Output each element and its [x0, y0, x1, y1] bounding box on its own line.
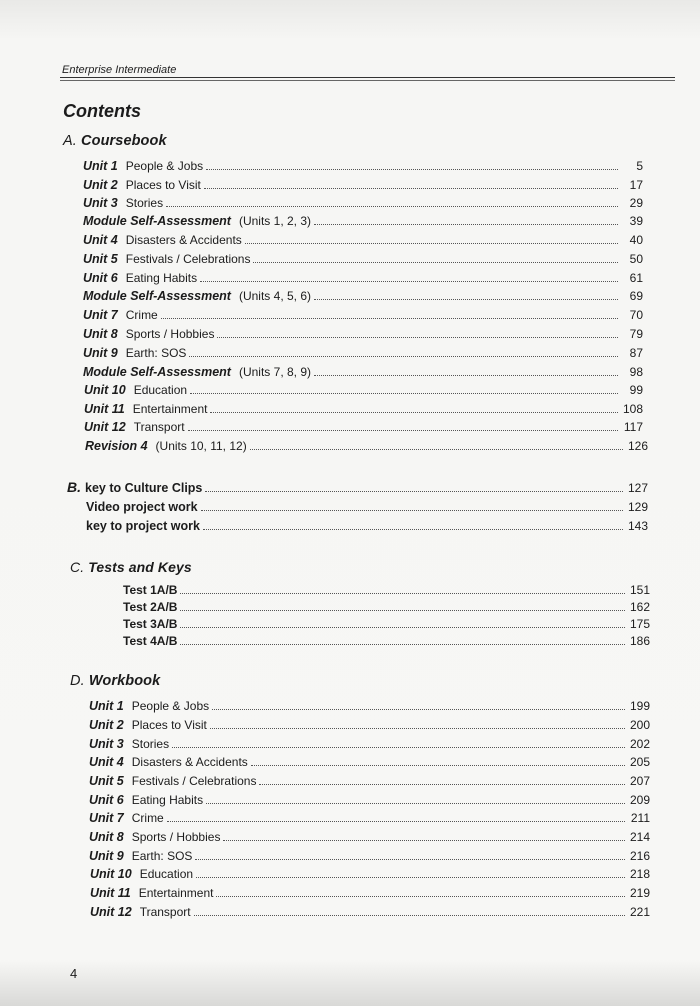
toc-entry-coursebook-module-2[interactable] [83, 286, 643, 303]
entry-page: 39 [629, 214, 643, 228]
toc-entry-coursebook-unit-3[interactable] [83, 193, 643, 210]
section-letter: B. [67, 479, 81, 495]
toc-entry-coursebook-unit-4[interactable] [83, 230, 643, 247]
entry-label: Unit 12 [90, 905, 132, 919]
entry-title: Eating Habits [131, 793, 204, 807]
dot-leader [251, 765, 625, 766]
toc-entry-coursebook-unit-1[interactable] [83, 156, 643, 173]
entry-page: 69 [629, 289, 643, 303]
dot-leader [204, 188, 618, 189]
entry-label: Unit 8 [83, 327, 118, 341]
dot-leader [203, 529, 623, 530]
entry-title: Eating Habits [125, 271, 198, 285]
entry-label: Unit 6 [89, 793, 124, 807]
header-rule-secondary [60, 80, 675, 81]
entry-page: 5 [636, 159, 643, 173]
entry-title: Transport [133, 420, 185, 434]
entry-page: 199 [629, 699, 650, 713]
entry-page: 216 [629, 849, 650, 863]
entry-title: Places to Visit [125, 178, 201, 192]
dot-leader [210, 412, 618, 413]
toc-entry-coursebook-unit-11[interactable] [84, 399, 643, 416]
entry-title: Festivals / Celebrations [125, 252, 251, 266]
dot-leader [217, 337, 618, 338]
entry-page: 129 [627, 500, 648, 514]
entry-title: key to project work [86, 519, 200, 533]
section-heading-tests [70, 559, 192, 575]
dot-leader [188, 430, 618, 431]
entry-page: 108 [622, 402, 643, 416]
dot-leader [314, 375, 618, 376]
entry-title: (Units 4, 5, 6) [238, 289, 311, 303]
toc-entry-workbook-unit-8[interactable] [89, 827, 650, 844]
page-title: Contents [63, 101, 141, 121]
entry-label: Revision 4 [85, 439, 148, 453]
entry-label: Unit 4 [89, 755, 124, 769]
entry-page: 202 [629, 737, 650, 751]
dot-leader [200, 281, 618, 282]
entry-title: Transport [139, 905, 191, 919]
entry-title: Stories [125, 196, 164, 210]
entry-title: People & Jobs [131, 699, 210, 713]
toc-entry-workbook-unit-7[interactable] [89, 808, 650, 825]
section-letter: A. [63, 133, 77, 149]
entry-label: Unit 3 [83, 196, 118, 210]
entry-label: Unit 11 [90, 886, 131, 900]
entry-page: 79 [629, 327, 643, 341]
entry-title: Test 1A/B [123, 583, 178, 597]
dot-leader [180, 644, 625, 645]
entry-page: 162 [629, 600, 650, 614]
dot-leader [210, 728, 625, 729]
toc-entry-workbook-unit-12[interactable] [90, 902, 650, 919]
entry-title: Video project work [86, 500, 198, 514]
entry-title: (Units 1, 2, 3) [238, 214, 311, 228]
entry-title: Test 4A/B [123, 634, 178, 648]
entry-title: Entertainment [138, 886, 214, 900]
entry-title: (Units 10, 11, 12) [155, 439, 247, 453]
toc-entry-coursebook-module-3[interactable] [83, 362, 643, 379]
entry-page: 218 [629, 867, 650, 881]
entry-label: Module Self-Assessment [83, 289, 231, 303]
toc-entry-culture-clips[interactable] [67, 478, 648, 495]
entry-page: 50 [629, 252, 643, 266]
running-header: Enterprise Intermediate [62, 64, 177, 76]
entry-title: Sports / Hobbies [131, 830, 221, 844]
entry-title: Sports / Hobbies [125, 327, 215, 341]
dot-leader [314, 299, 618, 300]
entry-title: Disasters & Accidents [125, 233, 242, 247]
entry-page: 87 [629, 346, 643, 360]
entry-page: 40 [629, 233, 643, 247]
dot-leader [205, 491, 623, 492]
entry-page: 219 [629, 886, 650, 900]
entry-title: Education [139, 867, 194, 881]
toc-entry-test-3[interactable] [123, 614, 650, 631]
dot-leader [216, 896, 625, 897]
entry-title: Earth: SOS [131, 849, 193, 863]
entry-label: Unit 10 [84, 383, 126, 397]
entry-title: Education [133, 383, 188, 397]
entry-page: 207 [629, 774, 650, 788]
toc-entry-workbook-unit-1[interactable] [89, 696, 650, 713]
dot-leader [206, 803, 625, 804]
section-heading-text: Coursebook [81, 133, 167, 149]
entry-title: Crime [125, 308, 158, 322]
entry-title: Earth: SOS [125, 346, 187, 360]
section-heading-text: Workbook [88, 673, 161, 689]
toc-entry-coursebook-revision-4[interactable] [85, 436, 648, 453]
section-letter: D. [70, 673, 85, 689]
dot-leader [190, 393, 618, 394]
entry-label: Unit 3 [89, 737, 124, 751]
entry-title: Places to Visit [131, 718, 207, 732]
toc-entry-coursebook-unit-2[interactable] [83, 175, 643, 192]
entry-page: 151 [629, 583, 650, 597]
entry-title: Entertainment [132, 402, 208, 416]
entry-page: 29 [629, 196, 643, 210]
entry-label: Unit 1 [89, 699, 124, 713]
entry-page: 17 [629, 178, 643, 192]
entry-page: 61 [629, 271, 643, 285]
toc-entry-coursebook-unit-8[interactable] [83, 324, 643, 341]
toc-entry-coursebook-unit-10[interactable] [84, 380, 643, 397]
entry-page: 211 [630, 811, 650, 825]
entry-title: Test 3A/B [123, 617, 178, 631]
dot-leader [194, 915, 625, 916]
toc-entry-workbook-unit-6[interactable] [89, 790, 650, 807]
dot-leader [314, 224, 618, 225]
toc-entry-coursebook-unit-9[interactable] [83, 343, 643, 360]
toc-entry-key-project[interactable] [86, 516, 648, 533]
entry-page: 126 [627, 439, 648, 453]
entry-title: Disasters & Accidents [131, 755, 248, 769]
entry-page: 175 [629, 617, 650, 631]
entry-page: 209 [629, 793, 650, 807]
entry-label: Unit 9 [89, 849, 124, 863]
entry-page: 221 [629, 905, 650, 919]
dot-leader [166, 206, 618, 207]
dot-leader [189, 356, 618, 357]
toc-entry-coursebook-unit-7[interactable] [83, 305, 643, 322]
dot-leader [195, 859, 625, 860]
entry-label: Unit 7 [83, 308, 118, 322]
dot-leader [245, 243, 618, 244]
entry-page: 117 [623, 420, 643, 434]
toc-entry-workbook-unit-3[interactable] [89, 734, 650, 751]
toc-entry-test-1[interactable] [123, 580, 650, 597]
entry-label: Unit 7 [89, 811, 124, 825]
dot-leader [253, 262, 618, 263]
entry-page: 214 [629, 830, 650, 844]
entry-page: 205 [629, 755, 650, 769]
entry-label: Unit 8 [89, 830, 124, 844]
entry-title: Crime [131, 811, 164, 825]
dot-leader [167, 821, 625, 822]
entry-label: Unit 2 [89, 718, 124, 732]
entry-label: Unit 6 [83, 271, 118, 285]
page-number: 4 [70, 966, 78, 981]
entry-title: (Units 7, 8, 9) [238, 365, 311, 379]
entry-label: Module Self-Assessment [83, 214, 231, 228]
entry-page: 127 [627, 481, 648, 495]
entry-title: Test 2A/B [123, 600, 178, 614]
toc-entry-workbook-unit-2[interactable] [89, 715, 650, 732]
section-heading-text: Tests and Keys [88, 559, 192, 575]
dot-leader [180, 610, 625, 611]
dot-leader [223, 840, 625, 841]
dot-leader [180, 593, 625, 594]
entry-page: 143 [627, 519, 648, 533]
entry-label: Unit 9 [83, 346, 118, 360]
dot-leader [201, 510, 623, 511]
dot-leader [206, 169, 618, 170]
entry-label: Module Self-Assessment [83, 365, 231, 379]
dot-leader [180, 627, 625, 628]
toc-entry-workbook-unit-11[interactable] [90, 883, 650, 900]
toc-entry-test-4[interactable] [123, 631, 650, 648]
dot-leader [161, 318, 618, 319]
header-rule [60, 77, 675, 78]
entry-label: Unit 12 [84, 420, 126, 434]
entry-title: People & Jobs [125, 159, 204, 173]
entry-page: 70 [629, 308, 643, 322]
entry-label: Unit 5 [89, 774, 124, 788]
toc-entry-workbook-unit-10[interactable] [90, 864, 650, 881]
entry-page: 200 [629, 718, 650, 732]
entry-page: 98 [629, 365, 643, 379]
dot-leader [196, 877, 625, 878]
toc-entry-workbook-unit-5[interactable] [89, 771, 650, 788]
entry-label: Unit 4 [83, 233, 118, 247]
dot-leader [259, 784, 625, 785]
entry-label: Unit 11 [84, 402, 125, 416]
entry-label: Unit 5 [83, 252, 118, 266]
toc-entry-coursebook-module-1[interactable] [83, 211, 643, 228]
entry-label: Unit 1 [83, 159, 118, 173]
dot-leader [172, 747, 625, 748]
entry-page: 186 [629, 634, 650, 648]
toc-entry-workbook-unit-4[interactable] [89, 752, 650, 769]
dot-leader [212, 709, 625, 710]
toc-entry-coursebook-unit-5[interactable] [83, 249, 643, 266]
entry-page: 99 [629, 383, 643, 397]
toc-entry-coursebook-unit-12[interactable] [84, 417, 643, 434]
section-letter: C. [70, 559, 85, 575]
toc-entry-test-2[interactable] [123, 597, 650, 614]
entry-label: Unit 10 [90, 867, 132, 881]
toc-entry-workbook-unit-9[interactable] [89, 846, 650, 863]
entry-label: Unit 2 [83, 178, 118, 192]
toc-entry-coursebook-unit-6[interactable] [83, 268, 643, 285]
entry-title: key to Culture Clips [85, 481, 203, 495]
toc-entry-video-project[interactable] [86, 497, 648, 514]
entry-title: Festivals / Celebrations [131, 774, 257, 788]
section-heading-coursebook [63, 133, 167, 149]
entry-title: Stories [131, 737, 170, 751]
section-heading-workbook [70, 673, 160, 689]
dot-leader [250, 449, 623, 450]
